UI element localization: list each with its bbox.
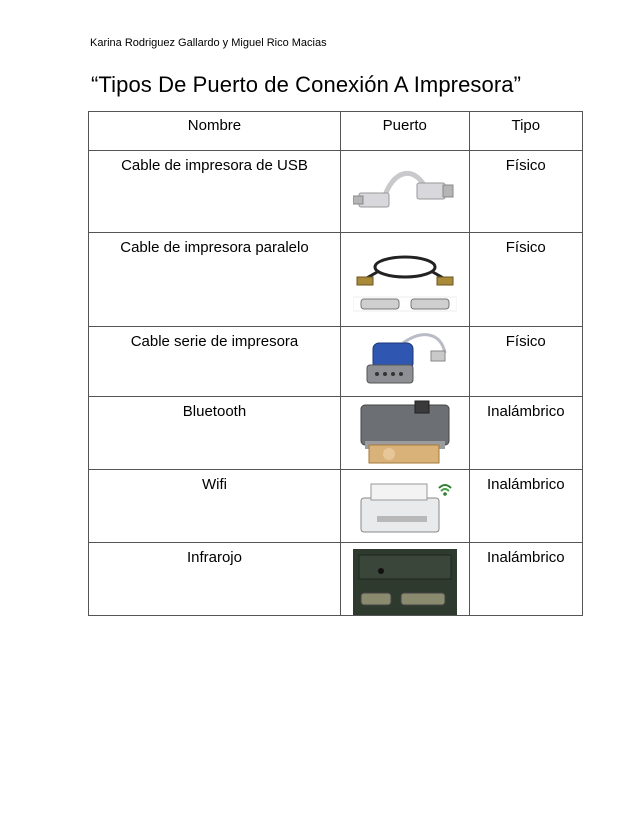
row-type-cell: Físico [469, 233, 582, 327]
wifi-printer-image [353, 476, 457, 540]
serial-cable-image [353, 329, 457, 391]
port-image-cell [340, 397, 469, 470]
table-row [89, 233, 583, 327]
printer-image [353, 399, 457, 465]
row-type-cell: Inalámbrico [469, 397, 582, 470]
table-row [89, 397, 583, 470]
column-header-tipo: Tipo [469, 112, 582, 151]
table-row [89, 470, 583, 543]
ports-table [88, 111, 583, 616]
usb-cable-image [353, 157, 457, 221]
row-name-cell: Infrarojo [89, 543, 341, 616]
column-header-puerto: Puerto [340, 112, 469, 151]
column-header-nombre: Nombre [89, 112, 341, 151]
row-type-cell: Físico [469, 327, 582, 397]
row-name-cell: Cable serie de impresora [89, 327, 341, 397]
ports-panel-image [353, 549, 457, 615]
table-row [89, 543, 583, 616]
port-image-cell [340, 327, 469, 397]
row-name-cell: Cable de impresora paralelo [89, 233, 341, 327]
row-type-cell: Inalámbrico [469, 543, 582, 616]
port-image-cell [340, 151, 469, 233]
port-image-cell [340, 233, 469, 327]
document-header: Karina Rodriguez Gallardo y Miguel Rico Macias [90, 37, 327, 49]
row-name-cell: Wifi [89, 470, 341, 543]
table-row [89, 151, 583, 233]
row-type-cell: Físico [469, 151, 582, 233]
port-image-cell [340, 470, 469, 543]
table-header-row [89, 112, 583, 151]
row-name-cell: Cable de impresora de USB [89, 151, 341, 233]
row-name-cell: Bluetooth [89, 397, 341, 470]
port-image-cell [340, 543, 469, 616]
row-type-cell: Inalámbrico [469, 470, 582, 543]
parallel-cable-image [353, 239, 457, 317]
page-title: “Tipos De Puerto de Conexión A Impresora” [91, 72, 522, 97]
table-row [89, 327, 583, 397]
